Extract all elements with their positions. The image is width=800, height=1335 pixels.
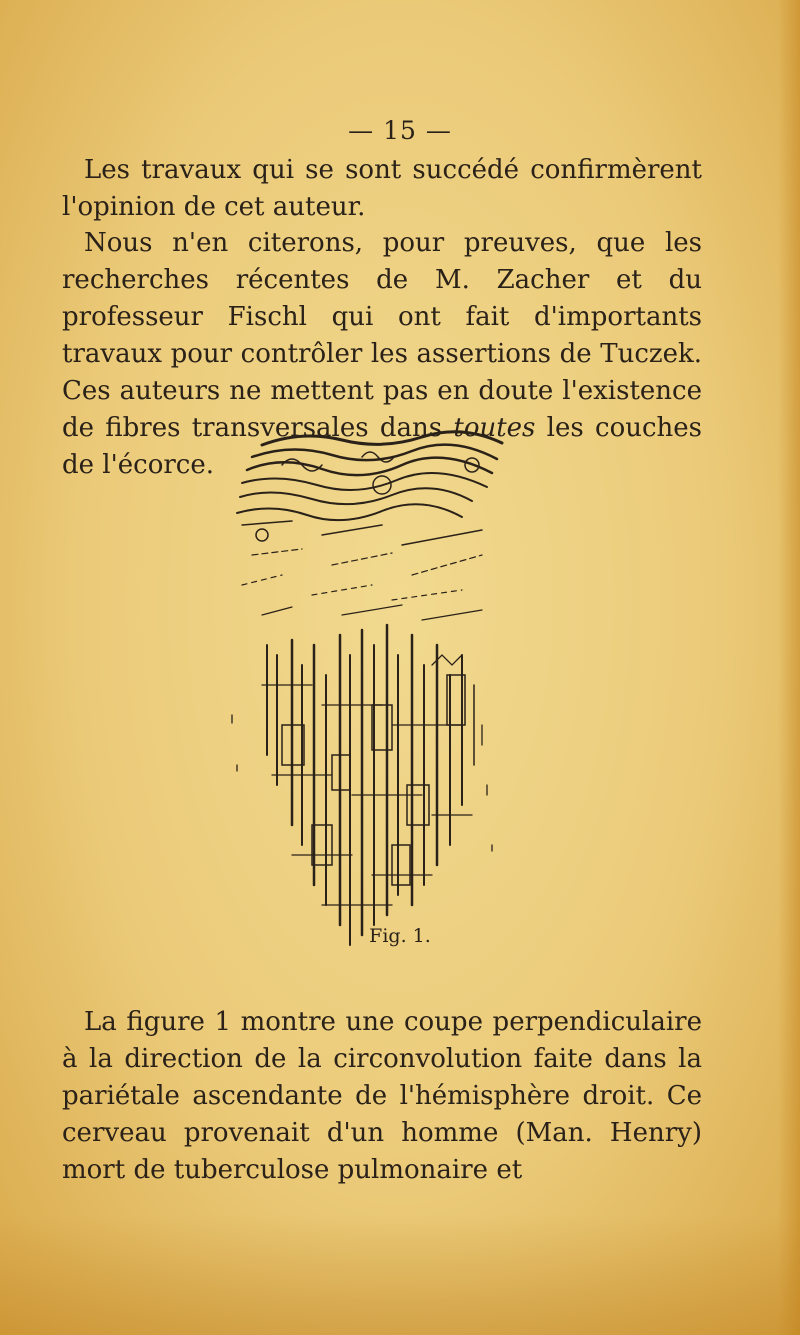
page-edge-shadow xyxy=(778,0,800,1335)
cortex-section-illustration xyxy=(222,425,512,965)
figure-caption: Fig. 1. xyxy=(369,925,431,947)
paragraph-2-emphasis: toutes xyxy=(453,413,536,443)
page-number: — 15 — xyxy=(348,116,452,145)
paragraph-3 xyxy=(62,1004,702,1189)
page-bottom-shadow xyxy=(0,1215,800,1335)
paragraph-1 xyxy=(62,152,702,226)
paragraph-3-text: La figure 1 montre une coupe perpendiculaire à la direction de la circonvolution faite dans la pariétale ascendante de l'hémisphère droit. Ce cerveau provenait d'un homme (Man. Henry) mort de tuberculose pulmonaire et xyxy=(62,1007,702,1185)
paragraph-2-text-after: les couches de l'écorce. xyxy=(62,413,702,480)
paragraph-2-text-before: Nous n'en citerons, pour preuves, que les recherches récentes de M. Zacher et du professeur Fischl qui ont fait d'importants travaux pour contrôler les assertions de Tuczek. Ces auteurs ne mettent pas en doute l'existence de fibres transversales dans xyxy=(62,228,702,443)
paragraph-1-text: Les travaux qui se sont succédé confirmèrent l'opinion de cet auteur. xyxy=(62,155,702,222)
